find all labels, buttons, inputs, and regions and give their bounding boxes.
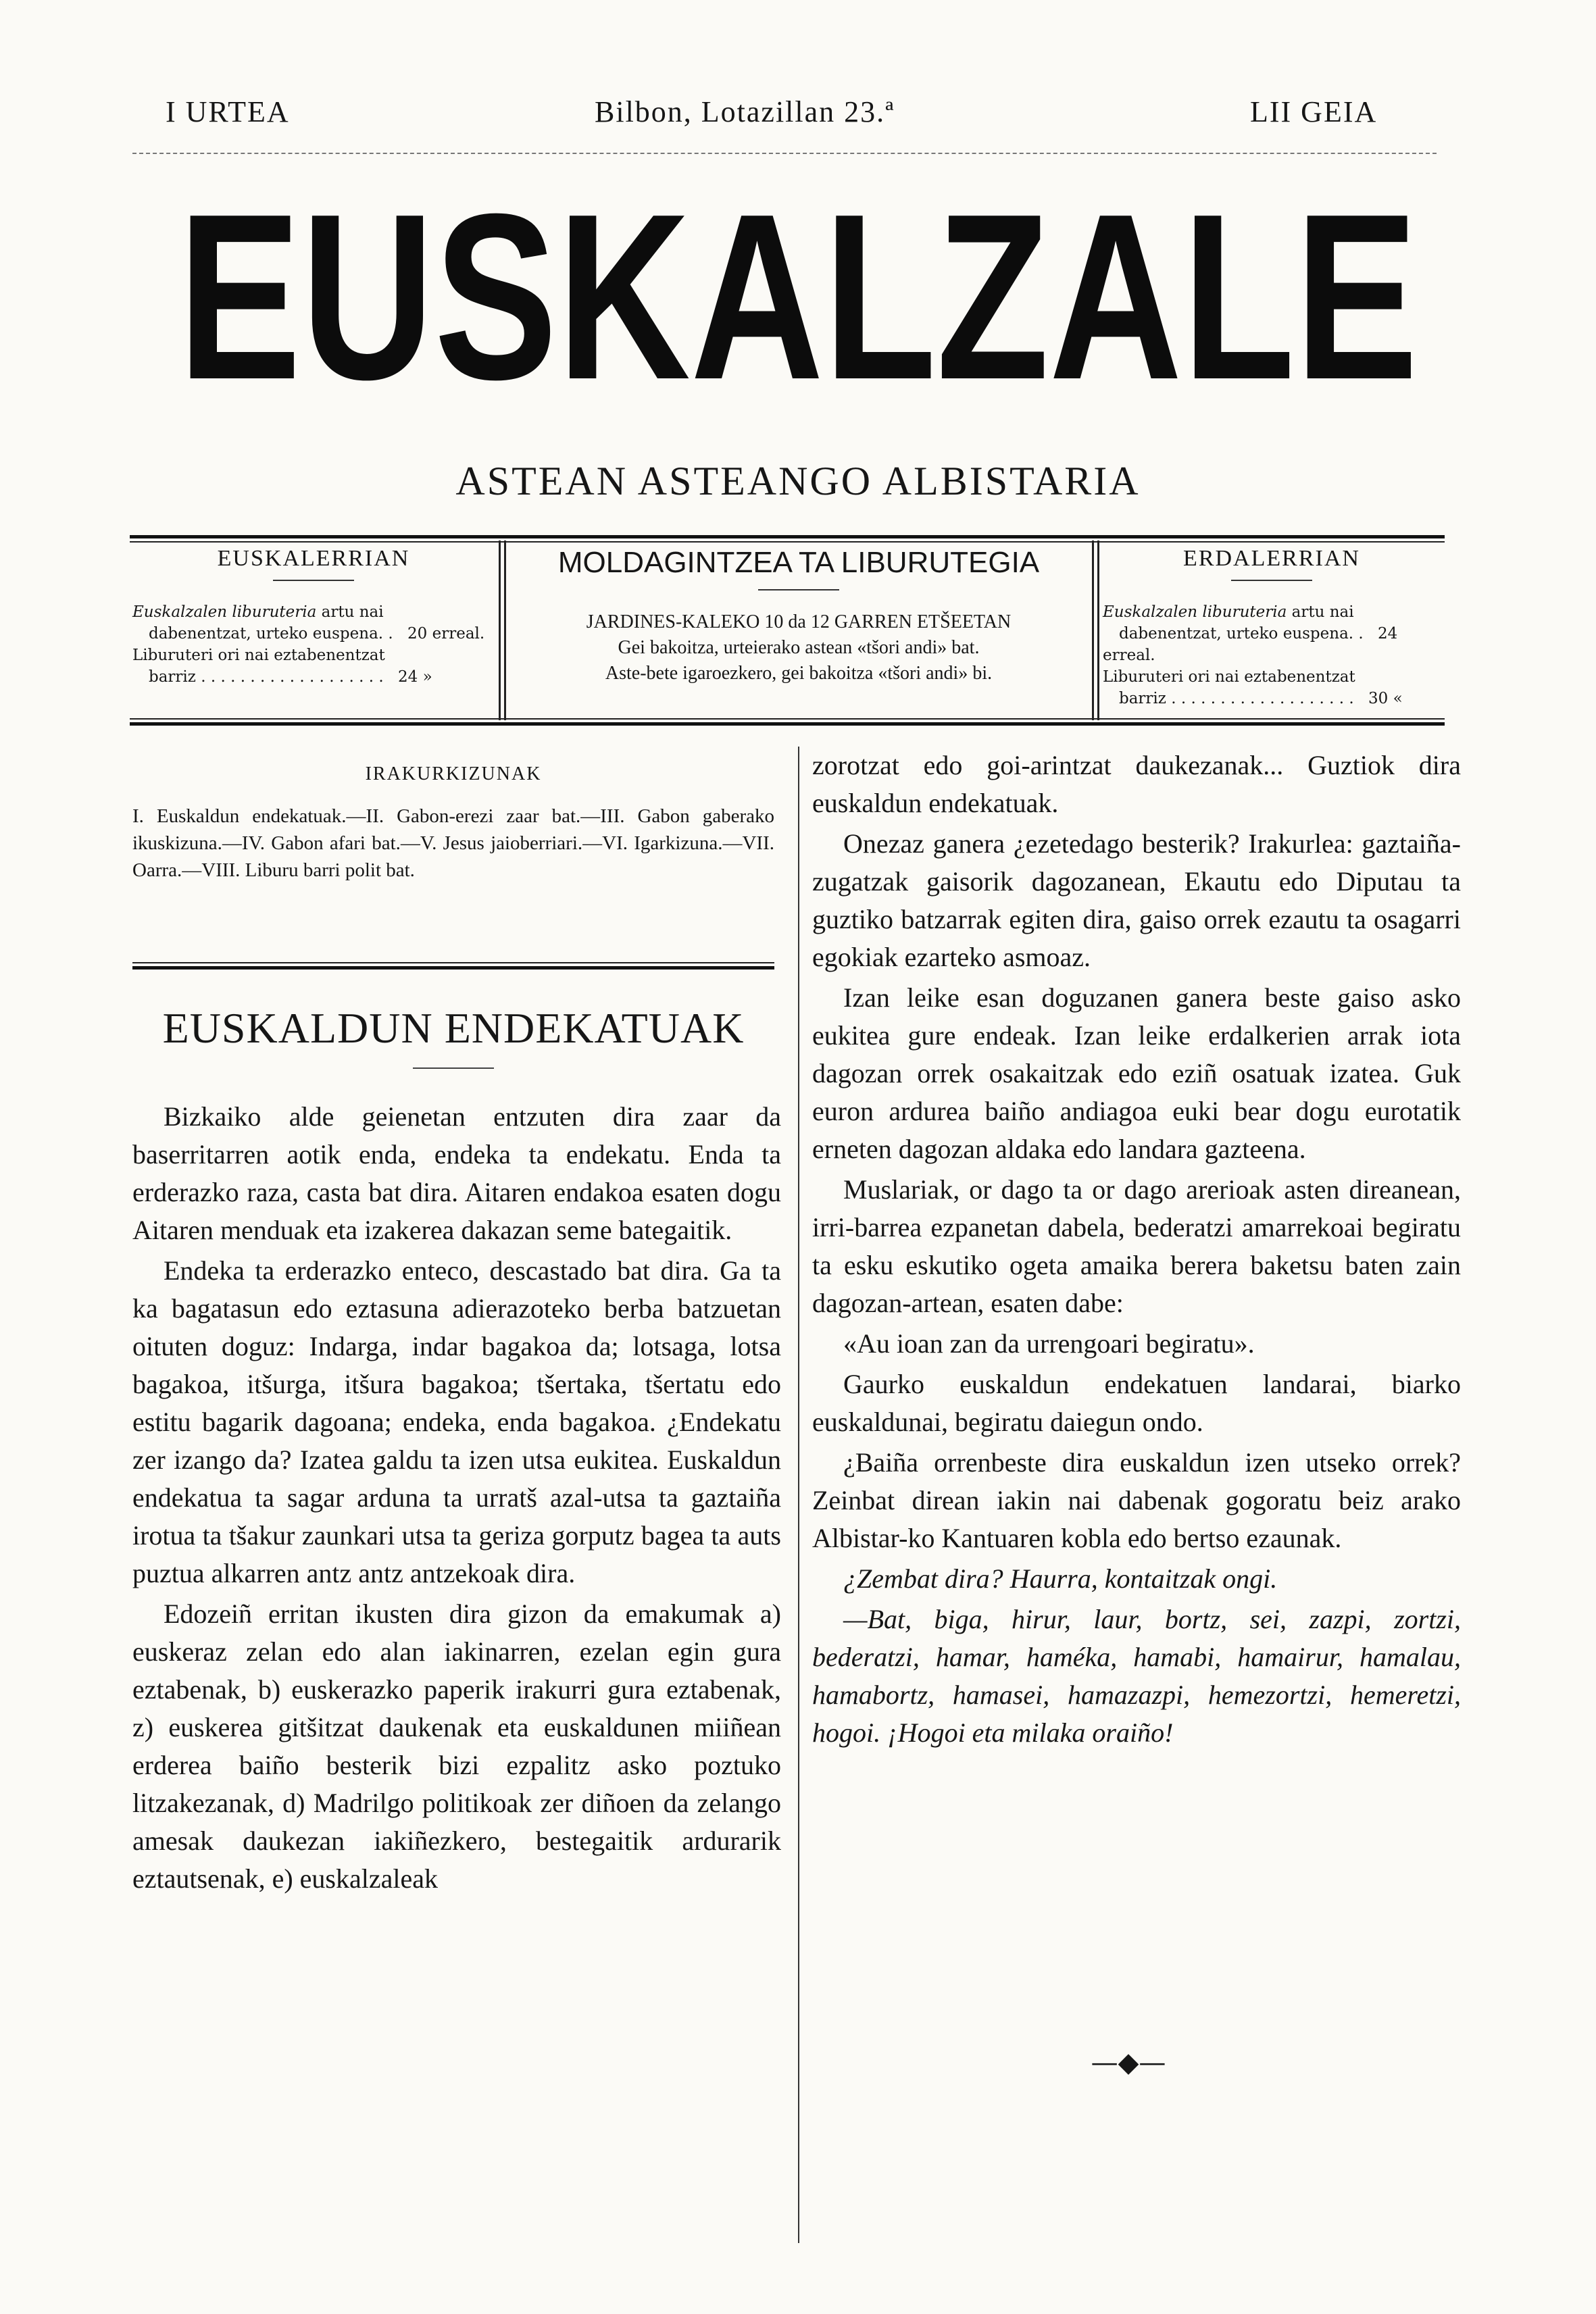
box-heading-printing: MOLDAGINTZEA TA LIBURUTEGIA <box>557 546 1040 579</box>
end-ornament: —◆— <box>1091 2047 1166 2078</box>
header-bottom-rule-thin <box>130 718 1445 720</box>
paragraph: Gaurko euskaldun endekatuen landarai, biarko euskaldunai, begiratu daiegun ondo. <box>812 1369 1461 1437</box>
paragraph: zorotzat edo goi-arintzat daukezanak... Guztiok dira euskaldun endekatuak. <box>812 750 1461 818</box>
paragraph: Bizkaiko alde geienetan entzuten dira zaar da baserritarren aotik enda, endeka ta endekatu. Enda ta erderazko raza, casta bat dira. Aitaren endakoa esaten dogu Aitaren menduak eta izakerea dakazan seme bategaitik. <box>132 1101 781 1245</box>
box-italic: Euskalzalen liburuteria <box>1103 603 1287 621</box>
printing-line-1: JARDINES-KALEKO 10 da 12 GARREN ETŠEETAN <box>586 611 1012 632</box>
title-short-rule <box>413 1067 494 1069</box>
paragraph: Endeka ta erderazko enteco, descastado bat dira. Ga ta ka bagatasun edo eztasuna adierazoteko berba batzuetan oituten doguz: Indarga, indar bagakoa da; lotsaga, lotsa bagakoa, itšurga, itšura bagakoa; tšertaka, tšertatu edo estitu bagarik dagoana; endeka, enda bagakoa. ¿Endekatu zer izango da? Izatea galdu ta izen utsa eukitea. Euskaldun endekatua ta sagar arduna ta urratš azal-utsa ta gaztaiña irotua ta tšakur zaunkari utsa ta geriza gorputz bagea ta auts puztua alkarren antz antz antzekoak dira. <box>132 1255 781 1588</box>
folio-rule <box>132 153 1437 154</box>
paragraph: Izan leike esan doguzanen ganera beste gaiso asko eukitea gure endeak. Izan leike erdalkerien arrak iota dagozan orrek osakaitzak edo eziñ osatuak izatea. Guk euron ardurea baiño andiagoa euki bear dogu eurotatik erneten dagozan aldaka edo landara gazteena. <box>812 982 1461 1164</box>
box-text: Euskalzalen liburuteria artu nai dabenentzat, urteko euspena. . 24 erreal. Liburuteri ori nai eztabenentzat barriz . . . . . . . . . . . . . . . . . . . 30 « <box>1103 603 1403 707</box>
verse-line: ¿Zembat dira? Haurra, kontaitzak ongi. <box>843 1563 1278 1594</box>
box-heading-domestic: EUSKALERRIAN <box>217 546 410 571</box>
article-left-column <box>132 1098 781 1901</box>
issue-number: LII GEIA <box>1250 95 1378 128</box>
header-bottom-rule <box>130 722 1445 726</box>
masthead-subtitle: ASTEAN ASTEANGO ALBISTARIA <box>455 459 1141 503</box>
masthead-title: EUSKALZALE <box>178 165 1418 429</box>
box-heading-foreign: ERDALERRIAN <box>1183 546 1360 571</box>
header-top-rule-thin <box>130 541 1445 543</box>
header-divider-left-2 <box>504 540 506 720</box>
short-rule <box>1231 580 1312 581</box>
paragraph: ¿Baiña orrenbeste dira euskaldun izen utseko orrek? Zeinbat direan iakin nai dabenak gogoratu beiz arako Albistar-ko Kantuaren kobla edo bertso ezaunak. <box>812 1447 1461 1553</box>
subscription-box-foreign <box>1103 546 1441 709</box>
box-italic: Euskalzalen liburuteria <box>132 603 317 621</box>
subscription-box-domestic <box>132 546 495 688</box>
section-rule-thin <box>132 962 774 963</box>
paragraph: Onezaz ganera ¿ezetedago besterik? Irakurlea: gaztaiña-zugatzak gaisorik dagozanean, Ekautu edo Diputau ta guztiko batzarrak egiten dira, gaiso orrek ezautu ta osagarri egokiak ezarteko asmoaz. <box>812 828 1461 972</box>
paragraph: Edozeiñ erritan ikusten dira gizon da emakumak a) euskeraz zelan edo alan iakinarren, ezelan egin gura eztabenak, b) euskerazko paperik irakurri gura eztabenak, z) euskerea gitšitzat daukenak eta euskaldunen miiñean erderea baiño besterik bizi ezpalitz asko poztuko litzakezanak, d) Madrilgo politikoak zer diñoen da zelango amesak daukezan iakiñezkero, bestegaitik ardurarik eztautsenak, e) euskalzaleak <box>132 1599 781 1894</box>
price: 30 « <box>1368 690 1403 707</box>
section-rule-thick <box>132 966 774 970</box>
price: 24 erreal. <box>1103 625 1398 664</box>
article-right-column <box>812 747 1461 1755</box>
place-date: Bilbon, Lotazillan 23.ª <box>595 95 895 128</box>
printing-line-2: Gei bakoitza, urteierako astean «tšori andi» bat. <box>618 637 980 658</box>
header-top-rule <box>130 535 1445 538</box>
header-divider-left <box>499 540 501 720</box>
price: 20 erreal. <box>407 625 485 643</box>
column-divider <box>798 747 799 2243</box>
box-text: Euskalzalen liburuteria artu nai dabenentzat, urteko euspena. . 20 erreal. Liburuteri ori nai eztabenentzat barriz . . . . . . . . . . . . . . . . . . . 24 » <box>132 603 485 686</box>
printing-house-box <box>508 546 1089 686</box>
header-divider-right <box>1092 540 1094 720</box>
paragraph: Muslariak, or dago ta or dago arerioak asten direanean, irri-barrea ezpanetan dabela, bederatzi amarrekoai begiratu ta esku eskutiko ogeta amaika berera baketsu baten zain dagozan-artean, esaten dabe: <box>812 1174 1461 1318</box>
price: 24 » <box>398 668 432 686</box>
short-rule <box>273 580 354 581</box>
contents-list: I. Euskaldun endekatuak.—II. Gabon-erezi zaar bat.—III. Gabon gaberako ikuskizuna.—IV. Gabon afari bat.—V. Jesus jaioberriari.—VI. Igarkizuna.—VII. Oarra.—VIII. Liburu barri polit bat. <box>132 805 774 881</box>
contents-section <box>132 763 774 884</box>
header-divider-right-2 <box>1097 540 1099 720</box>
volume-year: I URTEA <box>166 95 290 128</box>
short-rule <box>758 589 839 590</box>
contents-heading: IRAKURKIZUNAK <box>365 763 542 784</box>
paragraph: «Au ioan zan da urrengoari begiratu». <box>843 1328 1255 1359</box>
verse-line: —Bat, biga, hirur, laur, bortz, sei, zazpi, zortzi, bederatzi, hamar, haméka, hamabi, hamairur, hamalau, hamabortz, hamasei, hamazazpi, hemezortzi, hemeretzi, hogoi. ¡Hogoi eta milaka oraiño! <box>812 1604 1461 1748</box>
article-title: EUSKALDUN ENDEKATUAK <box>162 1004 745 1052</box>
printing-line-3: Aste-bete igaroezkero, gei bakoitza «tšori andi» bi. <box>605 663 993 684</box>
